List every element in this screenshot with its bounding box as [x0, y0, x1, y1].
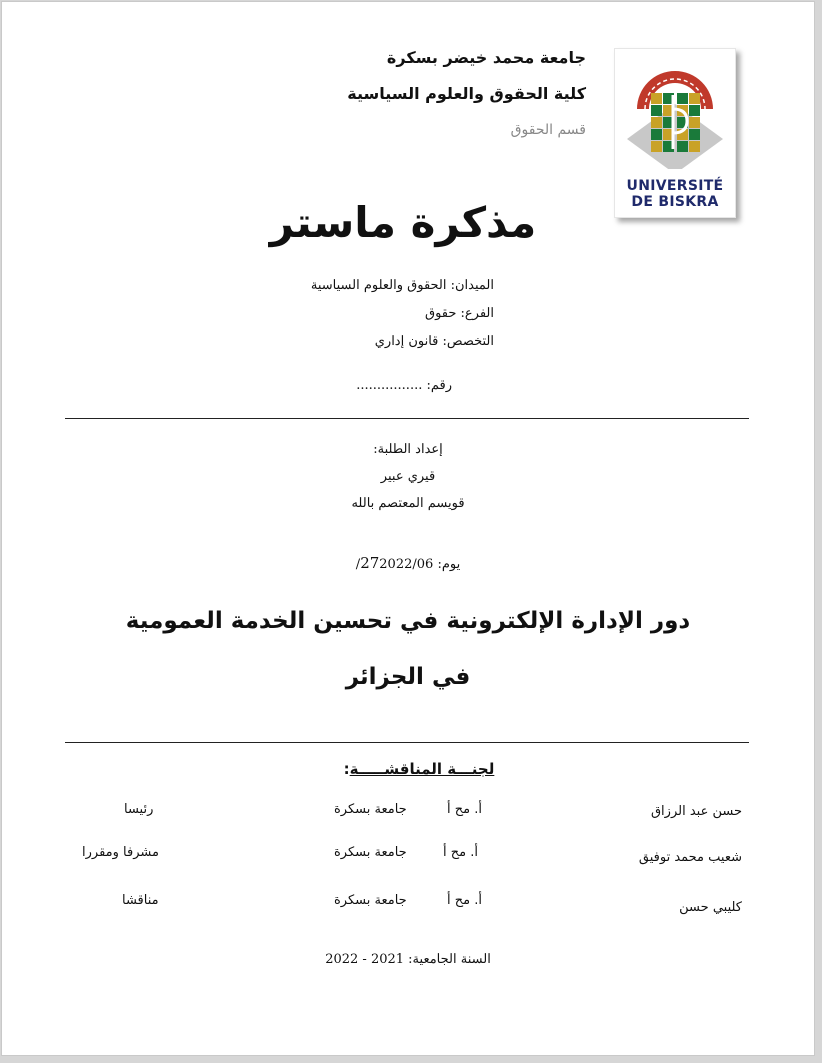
specialty-line: التخصص: قانون إداري — [374, 334, 494, 349]
member-role: رئيسا — [124, 802, 154, 817]
number-line: رقم: ................ — [356, 378, 452, 393]
member-role: مشرفا ومقررا — [82, 845, 159, 860]
member-name: حسن عبد الرزاق — [650, 804, 742, 819]
thesis-title-line2: في الجزائر — [345, 664, 471, 690]
committee-heading — [2, 760, 814, 778]
member-rank: أ. مح أ — [447, 802, 482, 817]
member-rank: أ. مح أ — [443, 845, 478, 860]
university-logo — [614, 48, 736, 218]
student-name: قويسم المعتصم بالله — [351, 496, 465, 511]
defense-date — [2, 554, 814, 572]
member-rank: أ. مح أ — [447, 893, 482, 908]
date-label: يوم: — [437, 557, 461, 572]
date-day: 27 — [360, 554, 380, 572]
branch-line: الفرع: حقوق — [424, 306, 494, 321]
member-institution: جامعة بسكرة — [334, 802, 407, 817]
student-name: قيري عبير — [380, 469, 436, 484]
document-page — [1, 1, 815, 1056]
committee-heading-colon: : — [343, 760, 350, 778]
field-line: الميدان: الحقوق والعلوم السياسية — [310, 278, 494, 293]
faculty-name: كلية الحقوق والعلوم السياسية — [347, 84, 586, 103]
member-name: شعيب محمد توفيق — [638, 850, 742, 865]
logo-text-line1: UNIVERSITÉ — [626, 178, 724, 194]
department-name: قسم الحقوق — [510, 122, 586, 138]
member-institution: جامعة بسكرة — [334, 845, 407, 860]
committee-heading-text: لجنـــة المناقشـــــة — [349, 760, 495, 778]
prepared-by-label: إعداد الطلبة: — [373, 442, 443, 457]
member-role: مناقشا — [122, 893, 159, 908]
member-name: كليبي حسن — [679, 900, 742, 915]
academic-year: السنة الجامعية: 2021 - 2022 — [325, 952, 491, 967]
logo-emblem-icon — [615, 49, 735, 169]
logo-text-line2: DE BISKRA — [631, 194, 719, 210]
date-rest: 2022/06/ — [355, 557, 434, 572]
document-type-title: مذكرة ماستر — [269, 198, 537, 247]
member-institution: جامعة بسكرة — [334, 893, 407, 908]
divider-bottom — [65, 742, 749, 743]
divider-top — [65, 418, 749, 419]
university-name: جامعة محمد خيضر بسكرة — [386, 48, 586, 67]
thesis-title-line1: دور الإدارة الإلكترونية في تحسين الخدمة العمومية — [125, 608, 691, 634]
